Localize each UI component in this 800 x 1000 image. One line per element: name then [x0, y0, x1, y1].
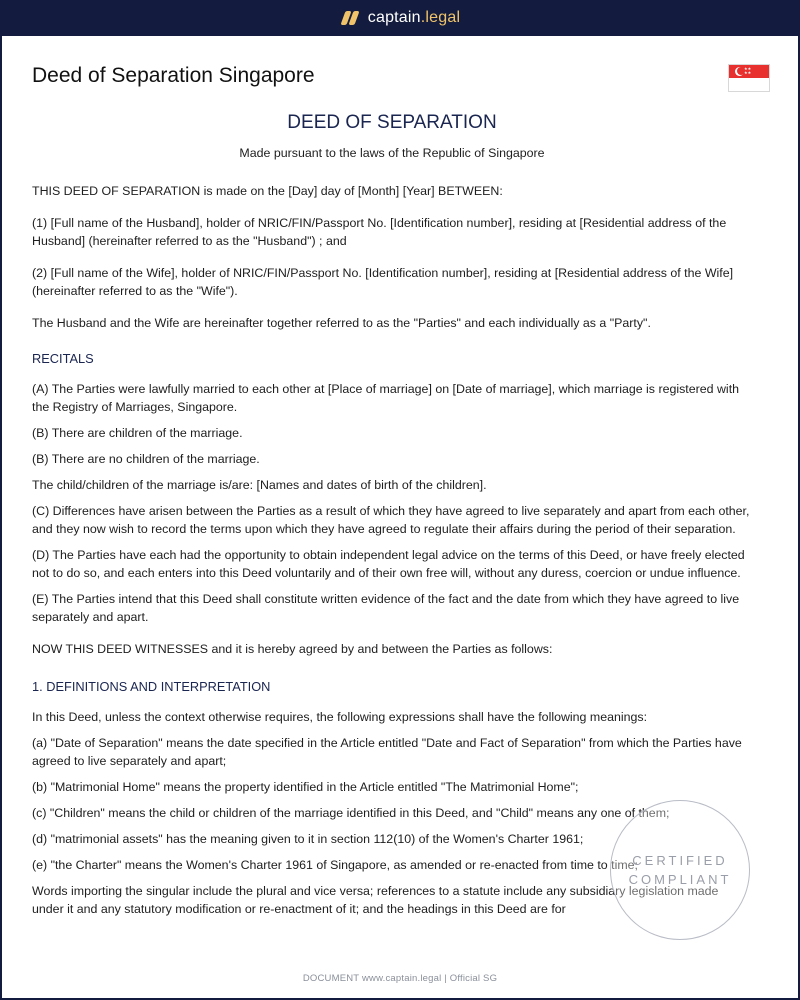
stamp-line-1: CERTIFIED [632, 853, 728, 868]
recital-a: (A) The Parties were lawfully married to each other at [Place of marriage] on [Date of marriage], which marriage is registered with the Registry of Marriages, Singapore. [32, 382, 740, 414]
definition-e: (e) "the Charter" means the Women's Charter 1961 of Singapore, as amended or re-enacted from time to time; [32, 858, 638, 872]
captain-legal-logo-icon [340, 10, 360, 26]
singapore-flag-icon: ★★ ★★ [728, 64, 770, 92]
section-1-heading: 1. DEFINITIONS AND INTERPRETATION [32, 679, 271, 694]
witnesses-clause: NOW THIS DEED WITNESSES and it is hereby agreed by and between the Parties as follows: [32, 642, 553, 656]
definition-c: (c) "Children" means the child or children of the marriage identified in this Deed, and "Child" means any one of them; [32, 806, 670, 820]
recitals-heading: RECITALS [32, 351, 94, 366]
parties-definition: The Husband and the Wife are hereinafter together referred to as the "Parties" and each individually as a "Party". [32, 316, 651, 330]
footer: DOCUMENT www.captain.legal | Official SG [302, 973, 498, 984]
recital-children-names: The child/children of the marriage is/are: [Names and dates of birth of the children]. [32, 478, 487, 492]
recital-c: (C) Differences have arisen between the Parties as a result of which they have agreed to live separately and apart from each other, and they now wish to record the terms upon which they have agreed to regulate their affairs during the period of their separation. [32, 504, 750, 536]
party-wife: (2) [Full name of the Wife], holder of NRIC/FIN/Passport No. [Identification number], residing at [Residential address of the Wife] (hereinafter referred to as the "Wife"). [32, 266, 734, 298]
party-husband: (1) [Full name of the Husband], holder of NRIC/FIN/Passport No. [Identification number], residing at [Residential address of the Husband] (hereinafter referred to as the "Husband") ; and [32, 216, 727, 248]
page-title: Deed of Separation Singapore [32, 64, 315, 87]
brand-name-main: captain [367, 9, 421, 26]
definition-a: (a) "Date of Separation" means the date specified in the Article entitled "Date and Fact of Separation" from which the Parties have agreed to live separately and apart; [32, 736, 742, 768]
definition-b: (b) "Matrimonial Home" means the property identified in the Article entitled "The Matrimonial Home"; [32, 780, 579, 794]
interpretation-clause: Words importing the singular include the plural and vice versa; references to a statute include any subsidiary legislation made under it and any statutory modification or re-enactment of it; and the headings in this Deed are for [32, 884, 719, 916]
document-page [2, 36, 798, 998]
certified-compliant-stamp [610, 800, 750, 940]
brand-name [368, 9, 460, 27]
recital-b-no-children: (B) There are no children of the marriage. [32, 452, 260, 466]
stamp-line-2: COMPLIANT [628, 872, 732, 887]
deed-subtitle: Made pursuant to the laws of the Republic of Singapore [239, 146, 545, 160]
deed-intro: THIS DEED OF SEPARATION is made on the [Day] day of [Month] [Year] BETWEEN: [32, 184, 503, 198]
recital-d: (D) The Parties have each had the opportunity to obtain independent legal advice on the terms of this Deed, or have freely elected not to do so, and each enters into this Deed voluntarily and of their own free will, without any duress, coercion or undue influence. [32, 548, 745, 580]
definition-d: (d) "matrimonial assets" has the meaning given to it in section 112(10) of the Women's Charter 1961; [32, 832, 584, 846]
deed-title: DEED OF SEPARATION [287, 112, 497, 133]
recital-b-children: (B) There are children of the marriage. [32, 426, 243, 440]
deed-body [32, 112, 752, 926]
section-1-intro: In this Deed, unless the context otherwise requires, the following expressions shall have the following meanings: [32, 710, 648, 724]
brand-name-accent: .legal [420, 9, 461, 26]
recital-e: (E) The Parties intend that this Deed shall constitute written evidence of the fact and the date from which they have agreed to live separately and apart. [32, 592, 740, 624]
top-bar [0, 0, 800, 36]
